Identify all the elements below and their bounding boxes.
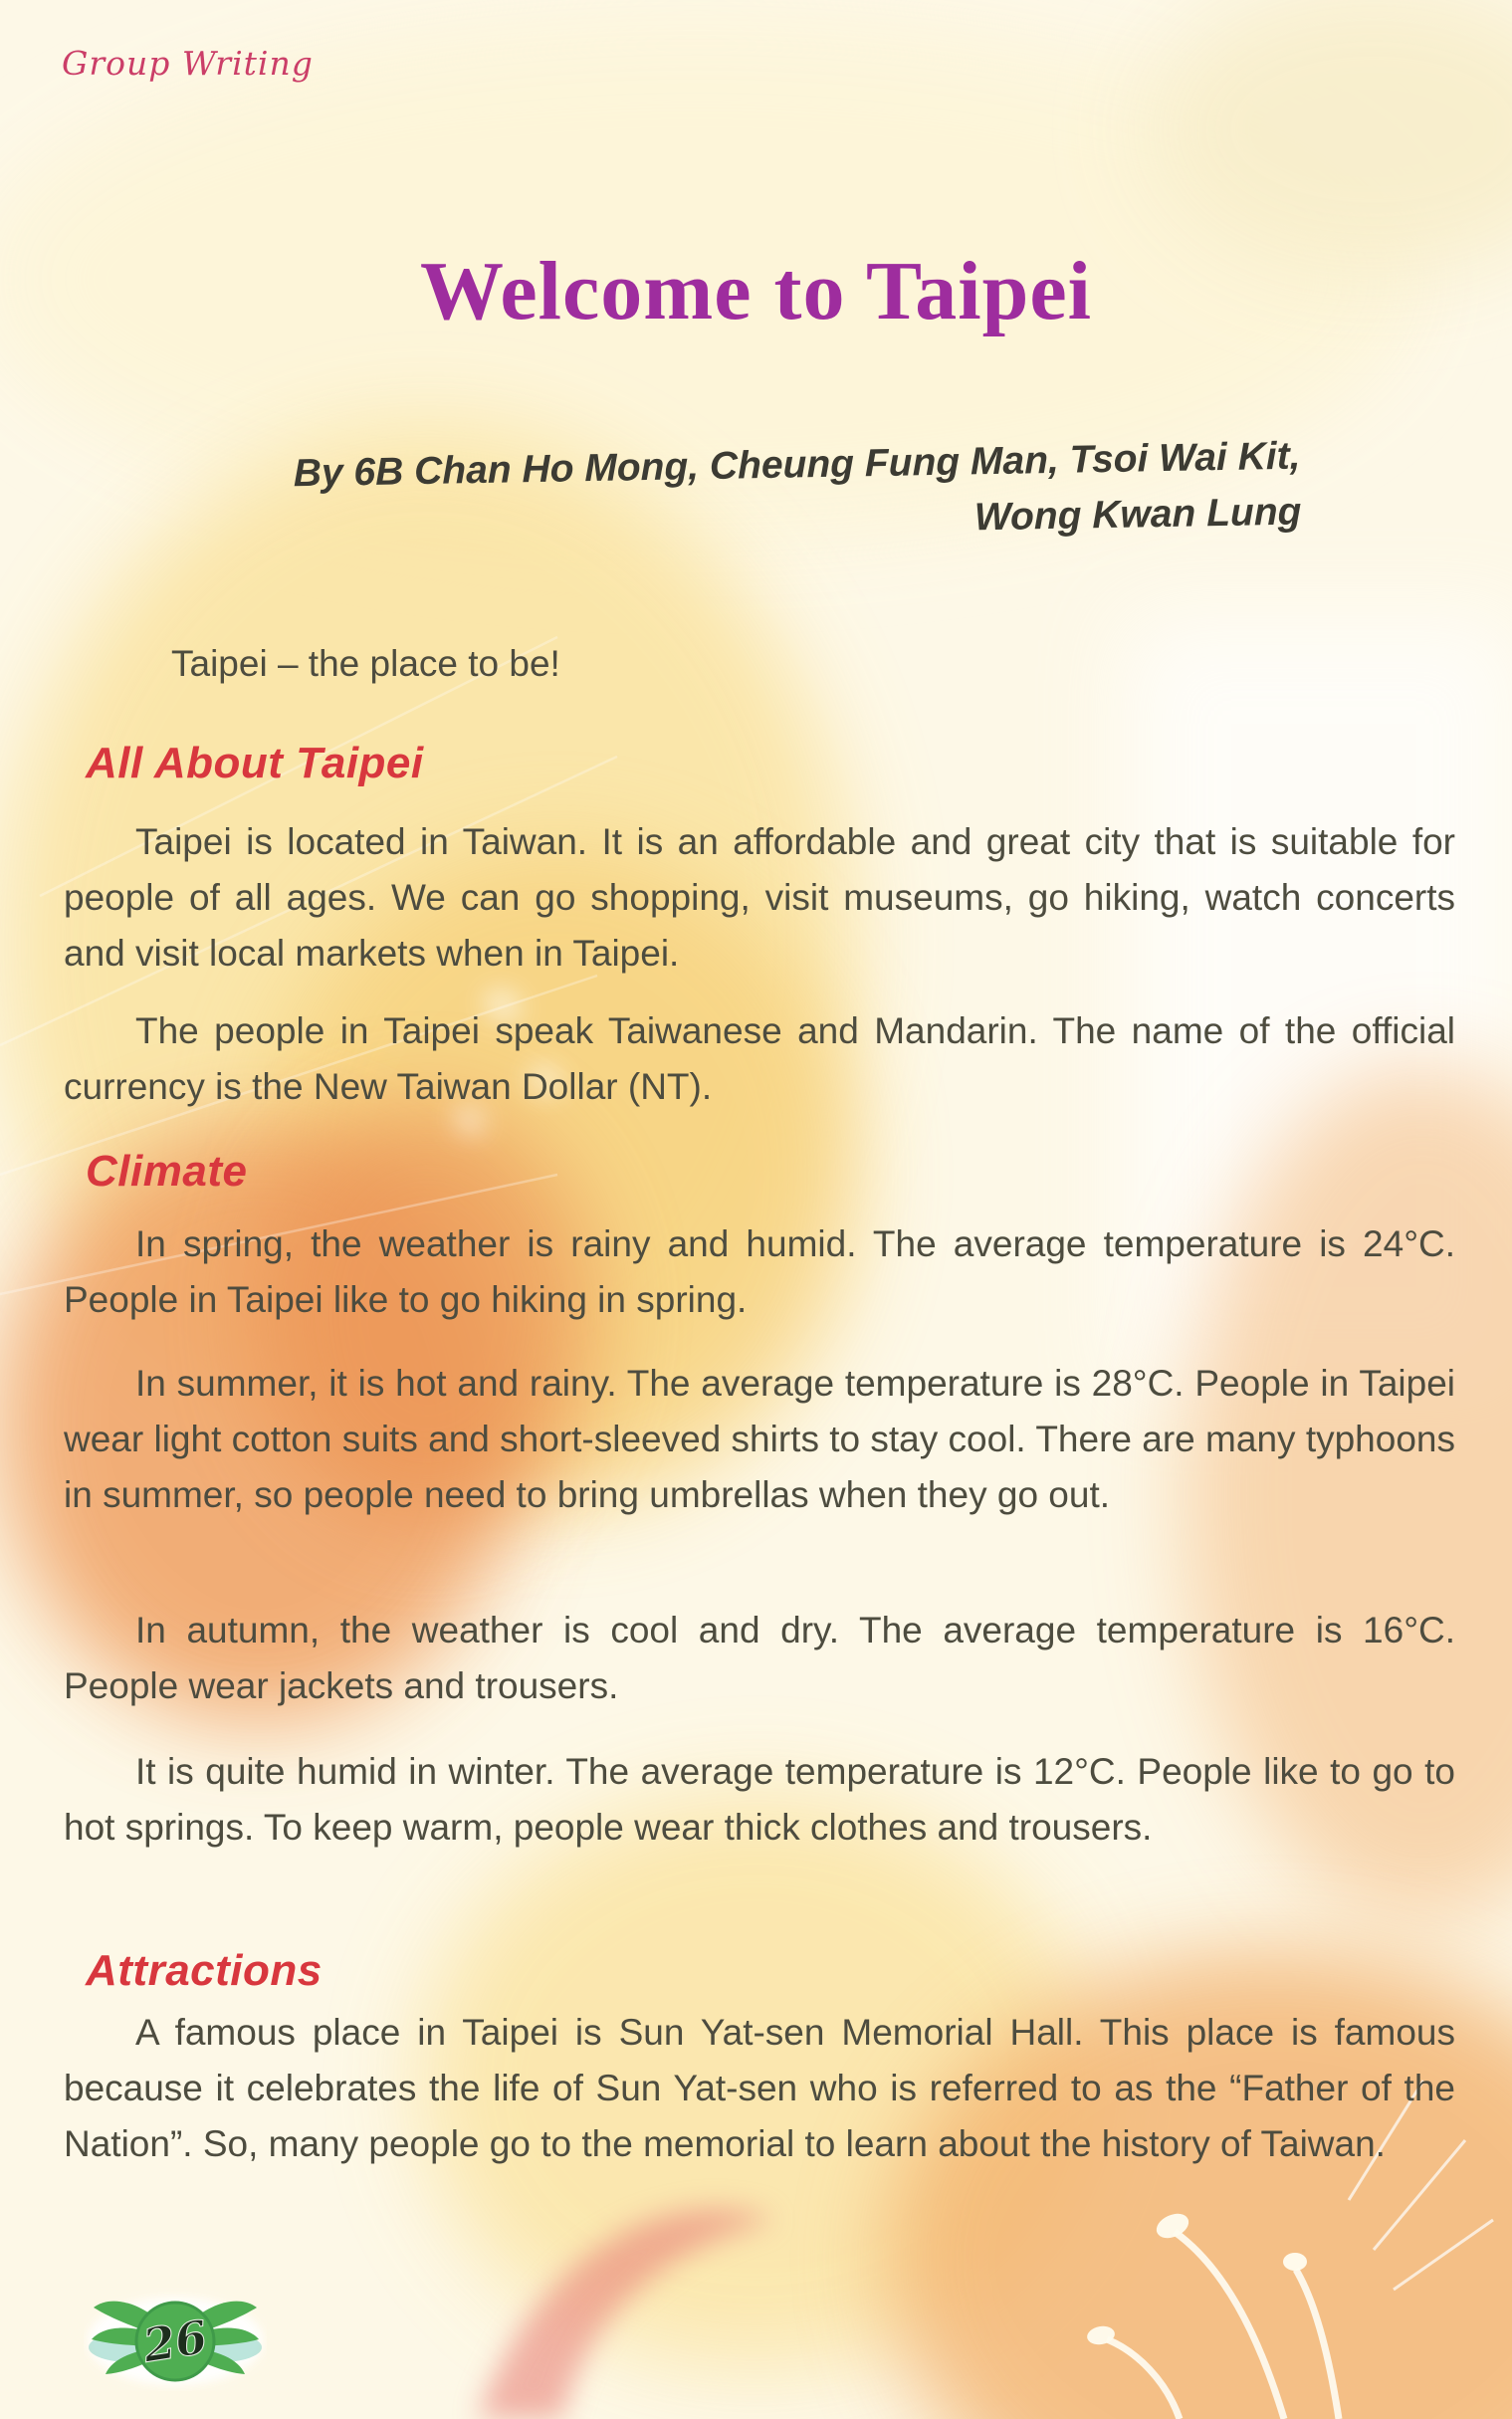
byline-line2: Wong Kwan Lung xyxy=(973,490,1302,540)
paragraph: It is quite humid in winter. The average temperature is 12°C. People like to go to hot springs. To keep warm, people wear thick clothes and trousers. xyxy=(64,1751,1455,1848)
byline xyxy=(228,429,1302,559)
section-kicker: Group Writing xyxy=(62,44,314,83)
page-title: Welcome to Taipei xyxy=(420,245,1092,337)
byline-line1: By 6B Chan Ho Mong, Cheung Fung Man, Tsoi Wai Kit, xyxy=(293,434,1301,496)
page-number-badge xyxy=(84,2288,267,2391)
page-number: 26 xyxy=(139,2309,211,2373)
paragraph: The people in Taipei speak Taiwanese and Mandarin. The name of the official currency is the New Taiwan Dollar (NT). xyxy=(64,1010,1455,1107)
paragraph: In autumn, the weather is cool and dry. The average temperature is 16°C. People wear jackets and trousers. xyxy=(64,1610,1455,1706)
heading-all-about-taipei: All About Taipei xyxy=(86,739,424,787)
intro-line: Taipei – the place to be! xyxy=(171,643,560,684)
paragraph: In summer, it is hot and rainy. The average temperature is 28°C. People in Taipei wear light cotton suits and short-sleeved shirts to stay cool. There are many typhoons in summer, so people need to bring umbrellas when they go out. xyxy=(64,1363,1455,1515)
wings-icon xyxy=(84,2288,267,2391)
paragraph: In spring, the weather is rainy and humid. The average temperature is 24°C. People in Taipei like to go hiking in spring. xyxy=(64,1223,1455,1320)
heading-climate: Climate xyxy=(86,1147,248,1196)
heading-attractions: Attractions xyxy=(86,1946,323,1995)
paragraph: A famous place in Taipei is Sun Yat-sen Memorial Hall. This place is famous because it celebrates the life of Sun Yat-sen who is referred to as the “Father of the Nation”. So, many people go to the memorial to learn about the history of Taiwan. xyxy=(64,2012,1455,2164)
paragraph: Taipei is located in Taiwan. It is an affordable and great city that is suitable for people of all ages. We can go shopping, visit museums, go hiking, watch concerts and visit local markets when in Taipei. xyxy=(64,821,1455,974)
